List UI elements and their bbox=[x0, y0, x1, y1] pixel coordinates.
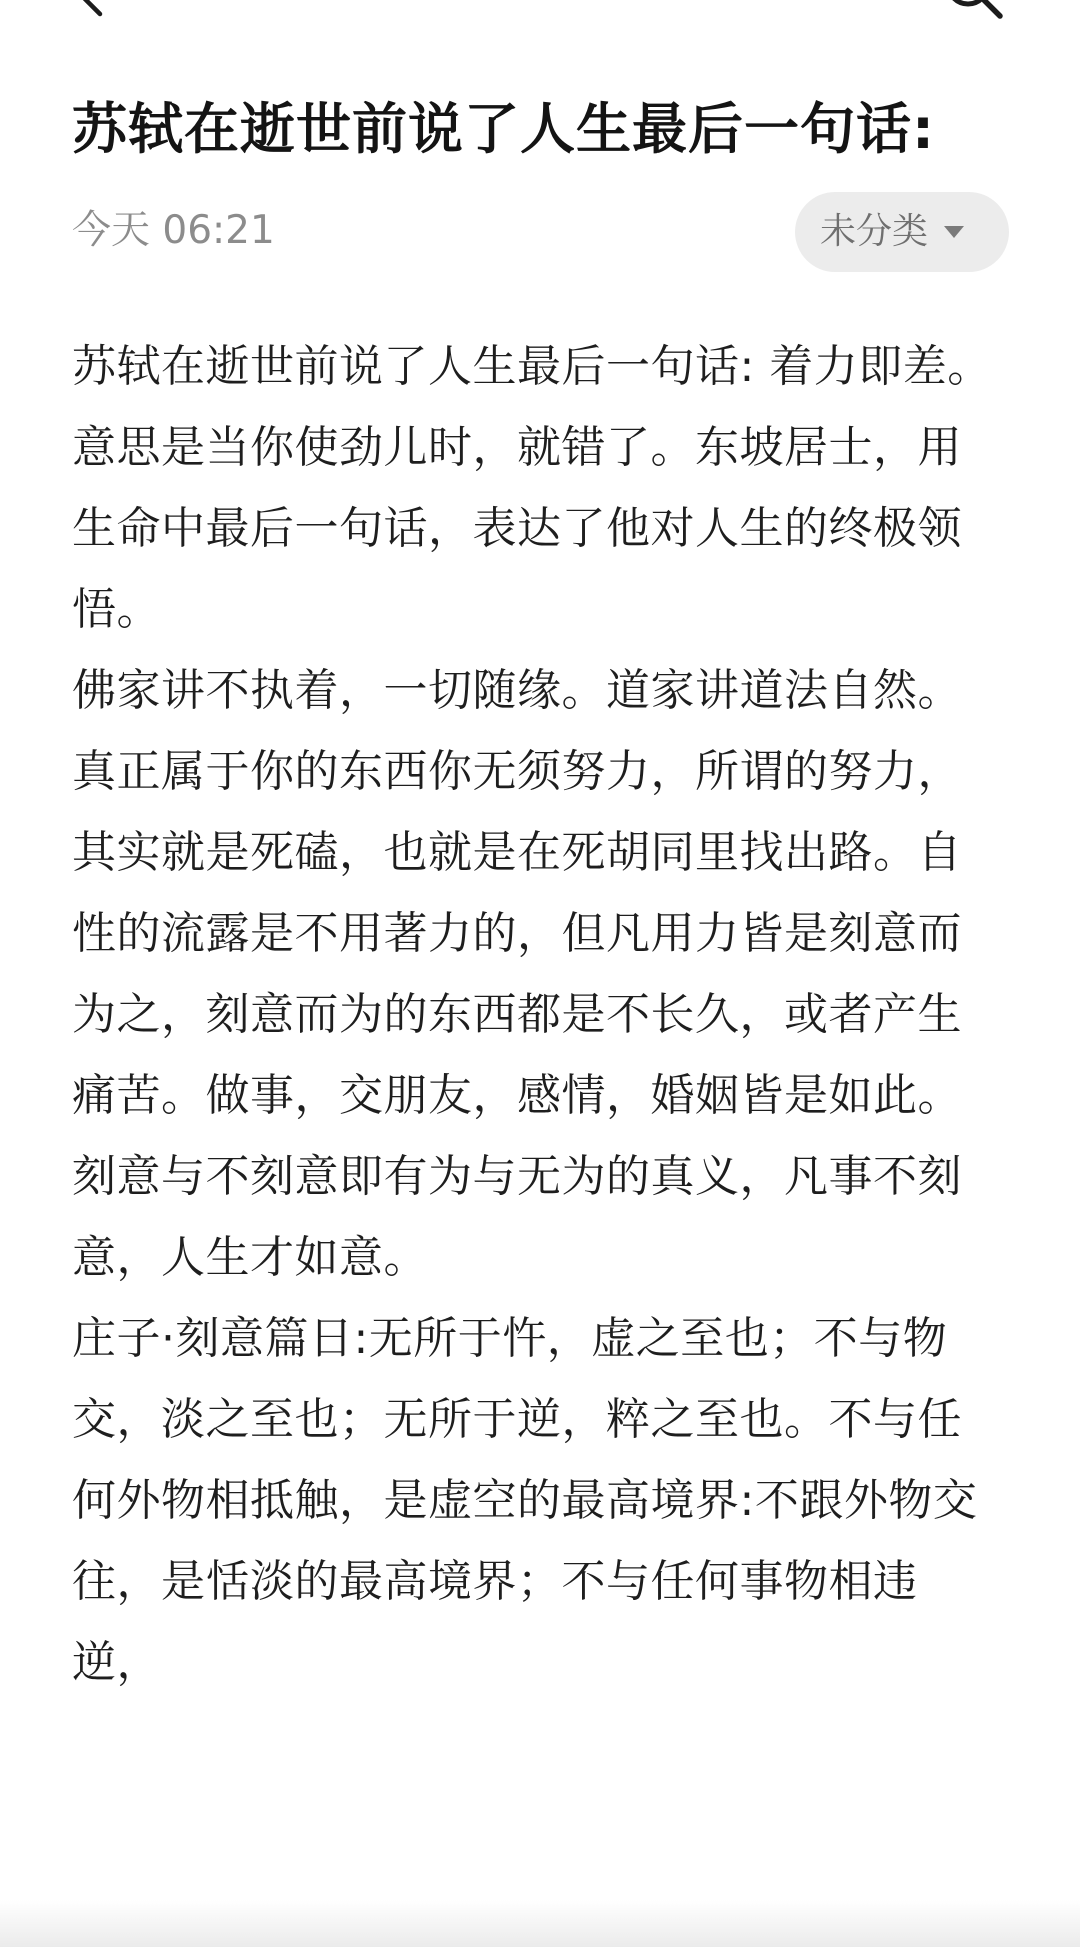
body-paragraph: 佛家讲不执着，一切随缘。道家讲道法自然。真正属于你的东西你无须努力，所谓的努力，其实就是死磕，也就是在死胡同里找出路。自性的流露是不用著力的，但凡用力皆是刻意而为之，刻意而为的东西都是不长久，或者产生痛苦。做事，交朋友，感情，婚姻皆是如此。刻意与不刻意即有为与无为的真义，凡事不刻 意，人生才如意。 bbox=[72, 665, 962, 1283]
chevron-left-icon[interactable] bbox=[70, 0, 114, 18]
note-timestamp: 今天 06:21 bbox=[72, 208, 275, 253]
category-label: 未分类 bbox=[820, 211, 929, 252]
note-body[interactable] bbox=[72, 326, 1002, 1703]
bottom-edge bbox=[0, 1900, 1080, 1947]
body-paragraph: 庄子·刻意篇日:无所于忤，虚之至也；不与物交，淡之至也；无所于逆，粹之至也。不与任何外物相抵触，是虚空的最高境界:不跟外物交往，是恬淡的最高境界；不与任何事物相违逆， bbox=[72, 1313, 978, 1688]
body-paragraph: 苏轼在逝世前说了人生最后一句话: 着力即差。意思是当你使劲儿时，就错了。东坡居士，用生命中最后一句话，表达了他对人生的终极领悟。 bbox=[72, 341, 992, 635]
caret-down-icon bbox=[944, 226, 964, 238]
category-dropdown[interactable] bbox=[795, 192, 1009, 272]
top-toolbar bbox=[0, 0, 1080, 30]
search-icon[interactable] bbox=[940, 0, 1010, 22]
note-title[interactable]: 苏轼在逝世前说了人生最后一句话: bbox=[72, 97, 935, 161]
